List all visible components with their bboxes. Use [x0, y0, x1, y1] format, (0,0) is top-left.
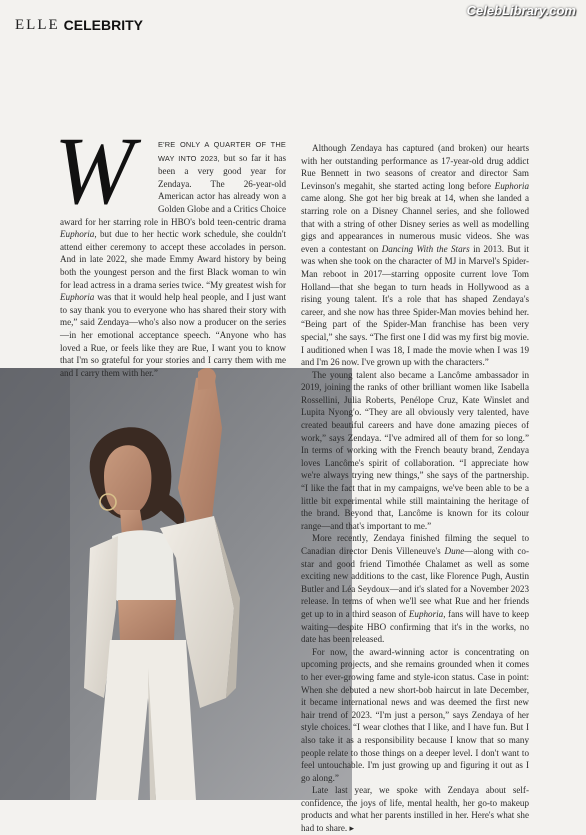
article-paragraph: The young talent also became a Lancôme ambassador in 2019, joining the ranks of other brilliant women like Isabella Rossellini, Julia Roberts, Penélope Cruz, Kate Winslet and Lupita Nyong'o. “They are all obviously very talented, have created beautiful careers and have done amazing pieces of work,” says Zendaya. “I've admired all of them for so long.” In terms of working with the French beauty brand, Zendaya loves Lancôme's spirit of collaboration. “I appreciate how we're always trying new things,” she says of the partnership. “I like the fact that in my campaigns, we've been able to be a little bit experimental while still maintaining the heritage of the brand. Beyond that, Lancôme is known for its colour range—and that's important to me.”: [301, 369, 529, 531]
watermark: CelebLibrary.com: [466, 3, 576, 18]
article-paragraph: Late last year, we spoke with Zendaya about self-confidence, the joys of life, mental health, her go-to makeup products and what her parents instilled in her. Here's what she had to share. ▸: [301, 785, 529, 834]
article-paragraph: Although Zendaya has captured (and broken) our hearts with her outstanding performance as 17-year-old drug addict Rue Bennett in two seasons of creator and director Sam Levinson's megahit, she started acting long before Euphoria came along. She got her big break at 14, when she landed a starring role on a Disney Channel series, and she followed that with a string of other Disney series as well as modelling gigs and appearances in numerous music videos. She was even a contestant on Dancing With the Stars in 2013. But it was when she took on the character of MJ in Marvel's Spider-Man reboot in 2017—starring opposite current love Tom Holland—that she began to turn heads in Hollywood as a rising young talent. It's a role that has shaped Zendaya's career, and she now has three Spider-Man movies behind her. “Being part of the Spider-Man franchise has been very special,” she says. “The first one I did was my first big movie. I auditioned when I was 18, I made the movie when I was 19 and I'm 26 now. I've grown up with the characters.”: [301, 143, 529, 368]
section-label: CELEBRITY: [63, 17, 143, 33]
article-column-left: [54, 117, 286, 379]
lead-in: E'RE ONLY A QUARTER OF THE WAY INTO 2023,: [158, 140, 286, 163]
intro-paragraph: W E'RE ONLY A QUARTER OF THE WAY INTO 2023, but so far it has been a very good year for Zendaya. The 26-year-old American actor has already won a Golden Globe and a Critics Choice award for her starring role in HBO's bold teen-centric drama Euphoria, but due to her hectic work schedule, she couldn't attend either ceremony to accept these accolades in person. And in late 2022, she made Emmy Award history by being both the youngest person and the first Black woman to win for lead actress in a drama series twice. “My greatest wish for Euphoria was that it would help heal people, and I just want to say thank you to everyone who has shared their story with me,” said Zendaya—who's also now a producer on the series—in her emotional acceptance speech. “Anyone who has loved a Rue, or feels like they are Rue, I want you to know that I'm so grateful for your stories and I carry them with me and I carry them with her.”: [54, 117, 286, 378]
portrait-photo: [0, 368, 352, 800]
masthead: [15, 13, 143, 37]
article-paragraph: More recently, Zendaya finished filming the sequel to Canadian director Denis Villeneuve's Dune—along with co-star and good friend Timothée Chalamet as well as some exciting new additions to the cast, like Florence Pugh, Austin Butler and Léa Seydoux—and it's slated for a November 2023 release. In terms of when we'll see what Rue and her friends get up to in a third season of Euphoria, fans will have to keep waiting—despite HBO confirming that it's in the works, no date has been released.: [301, 533, 529, 645]
magazine-brand: ELLE: [15, 16, 60, 33]
article-paragraph: For now, the award-winning actor is concentrating on upcoming projects, and she remains grounded when it comes to her ever-growing fame and style-icon status. Case in point: When she debuted a new short-bob haircut in late December, it became international news and was deemed the first new hair trend of 2023. “I'm just a person,” says Zendaya of her style choices. “I wear clothes that I like, and I have fun. But I also take it as a responsibility because I know that so many people relate to those things on a deeper level. I don't want to feel untouchable. I'm just growing up and figuring it out as I go along.”: [301, 646, 529, 783]
article-column-right: [301, 142, 529, 835]
drop-cap: W: [54, 117, 134, 224]
